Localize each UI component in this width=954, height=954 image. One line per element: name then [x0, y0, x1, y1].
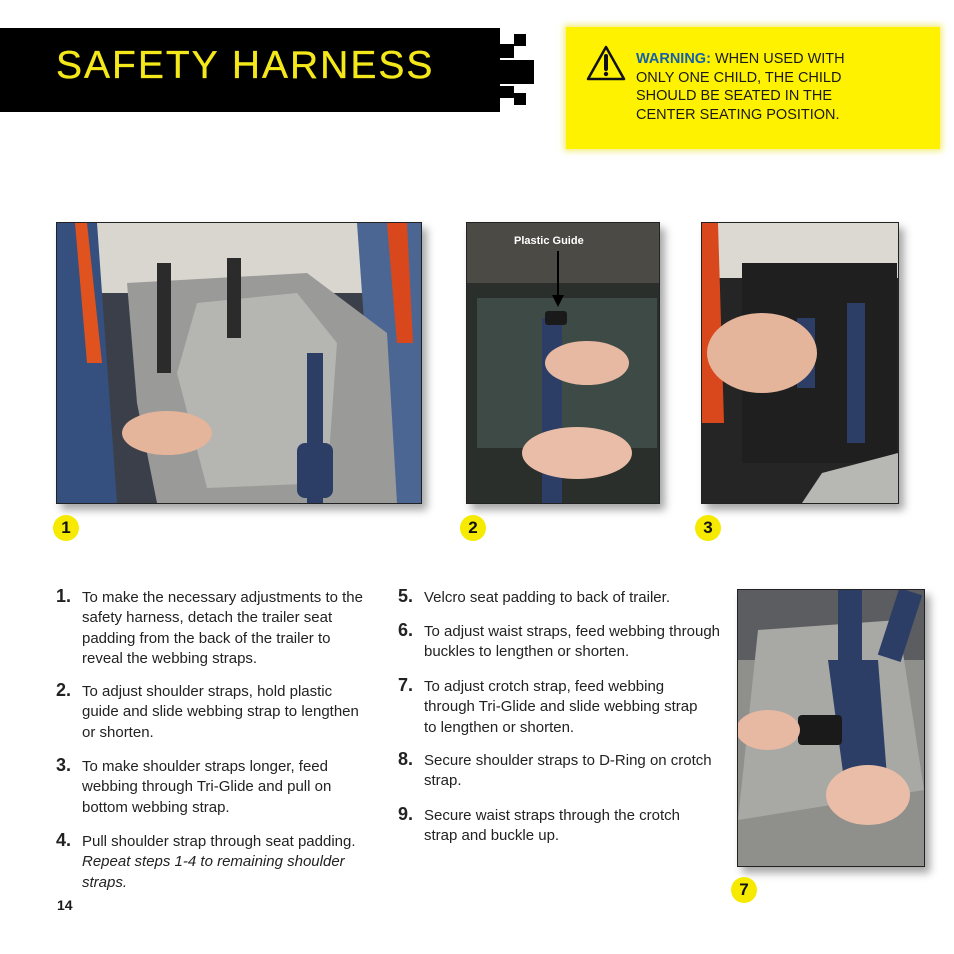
step-2 [56, 680, 372, 743]
step-number: 9. [398, 804, 414, 824]
step-9 [398, 804, 716, 847]
step-text: Velcro seat padding to back of trailer. [424, 589, 670, 606]
step-text: To adjust crotch strap, feed webbing through Tri-Glide and slide webbing strap to lengthen or shorten. [424, 678, 698, 736]
page-number: 14 [57, 897, 73, 913]
step-text: Secure shoulder straps to D-Ring on crotch strap. [424, 752, 712, 790]
plastic-guide-label: Plastic Guide [514, 235, 584, 247]
header-pixel-decoration [500, 60, 534, 84]
step-badge-2: 2 [460, 515, 486, 541]
step-badge-7: 7 [731, 877, 757, 903]
step-number: 3. [56, 755, 72, 775]
header-pixel-decoration [514, 34, 526, 46]
warning-triangle-icon [586, 45, 626, 81]
step-text: To adjust shoulder straps, hold plastic guide and slide webbing strap to lengthen or shorten. [82, 683, 359, 741]
photo-step-2 [466, 222, 660, 504]
step-note: Repeat steps 1-4 to remaining shoulder straps. [82, 853, 345, 891]
step-4 [56, 830, 382, 893]
step-badge-1: 1 [53, 515, 79, 541]
step-1 [56, 586, 372, 669]
step-7 [398, 675, 714, 738]
step-number: 4. [56, 830, 72, 850]
step-5 [398, 586, 724, 608]
photo-step-3 [701, 222, 899, 504]
step-text: Pull shoulder strap through seat padding. [82, 833, 356, 850]
step-number: 5. [398, 586, 414, 606]
photo-step-7 [737, 589, 925, 867]
header-pixel-decoration [514, 93, 526, 105]
step-8 [398, 749, 714, 792]
step-number: 1. [56, 586, 72, 606]
step-number: 2. [56, 680, 72, 700]
step-badge-3: 3 [695, 515, 721, 541]
step-number: 6. [398, 620, 414, 640]
step-6 [398, 620, 724, 663]
step-text: To make the necessary adjustments to the safety harness, detach the trailer seat padding from the back of the trailer to reveal the webbing straps. [82, 589, 363, 667]
step-text-container [82, 832, 382, 893]
photo-step-1 [56, 222, 422, 504]
warning-label: WARNING: [636, 51, 711, 67]
header-pixel-decoration [500, 44, 514, 58]
warning-message: WHEN USED WITH ONLY ONE CHILD, THE CHILD SHOULD BE SEATED IN THE CENTER SEATING POSITION. [636, 51, 845, 123]
page-title: SAFETY HARNESS [56, 44, 435, 87]
warning-text [636, 50, 886, 124]
header-pixel-decoration [500, 86, 514, 98]
step-text: Secure waist straps through the crotch strap and buckle up. [424, 807, 680, 845]
step-text: To make shoulder straps longer, feed webbing through Tri-Glide and pull on bottom webbing strap. [82, 758, 332, 816]
step-3 [56, 755, 374, 818]
step-number: 7. [398, 675, 414, 695]
step-number: 8. [398, 749, 414, 769]
step-text: To adjust waist straps, feed webbing through buckles to lengthen or shorten. [424, 623, 721, 661]
